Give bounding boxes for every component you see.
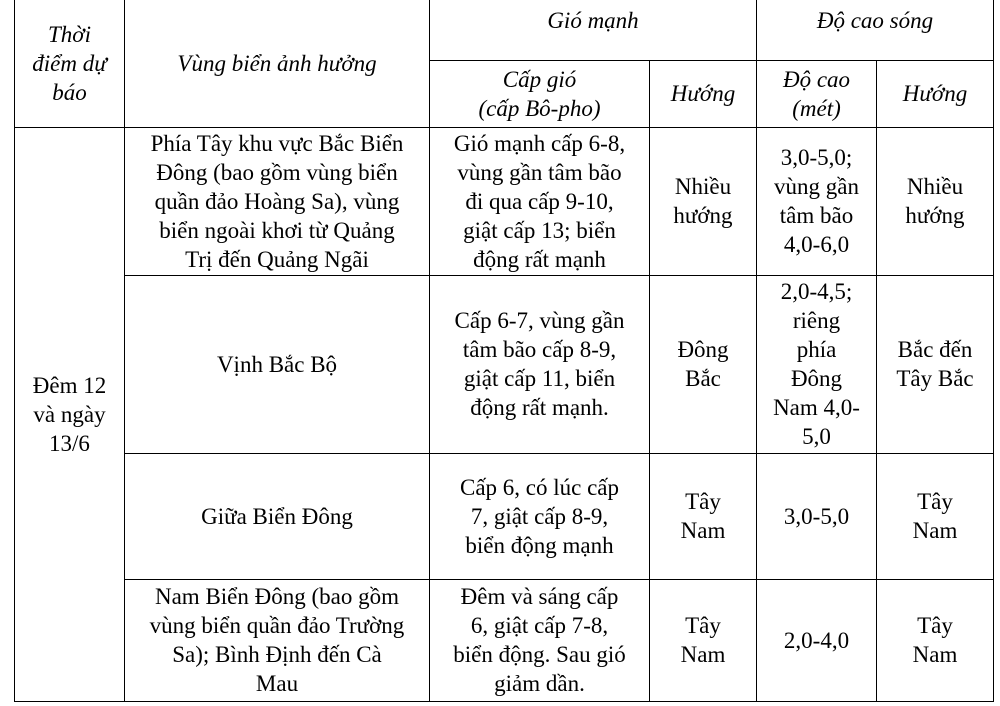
wind-level-cell: Cấp 6-7, vùng gần tâm bão cấp 8-9, giật cấp 11, biển động rất mạnh. [430, 275, 650, 453]
header-row-1 [15, 0, 994, 60]
header-wave-direction: Hướng [877, 60, 994, 127]
wind-direction-cell: Nhiều hướng [650, 127, 757, 275]
region-cell: Vịnh Bắc Bộ [125, 275, 430, 453]
forecast-time: Đêm 12 và ngày 13/6 [15, 127, 125, 701]
wave-direction-cell: Tây Nam [877, 579, 994, 701]
region-cell: Giữa Biển Đông [125, 453, 430, 579]
header-region: Vùng biển ảnh hưởng [125, 0, 430, 127]
header-wind-level: Cấp gió (cấp Bô-pho) [430, 60, 650, 127]
table-row [15, 275, 994, 453]
wind-direction-cell: Đông Bắc [650, 275, 757, 453]
header-strong-wind: Gió mạnh [430, 0, 757, 60]
wave-direction-cell: Tây Nam [877, 453, 994, 579]
header-height-m: Độ cao (mét) [757, 60, 877, 127]
wave-height-cell: 2,0-4,0 [757, 579, 877, 701]
header-wind-direction: Hướng [650, 60, 757, 127]
header-time: Thời điểm dự báo [15, 0, 125, 127]
forecast-table [14, 0, 994, 702]
wind-level-cell: Đêm và sáng cấp 6, giật cấp 7-8, biển động. Sau gió giảm dần. [430, 579, 650, 701]
wave-height-cell: 3,0-5,0; vùng gần tâm bão 4,0-6,0 [757, 127, 877, 275]
wind-level-cell: Cấp 6, có lúc cấp 7, giật cấp 8-9, biển động mạnh [430, 453, 650, 579]
region-cell: Phía Tây khu vực Bắc Biển Đông (bao gồm vùng biển quần đảo Hoàng Sa), vùng biển ngoài khơi từ Quảng Trị đến Quảng Ngãi [125, 127, 430, 275]
wind-level-cell: Gió mạnh cấp 6-8, vùng gần tâm bão đi qua cấp 9-10, giật cấp 13; biển động rất mạnh [430, 127, 650, 275]
wave-direction-cell: Bắc đến Tây Bắc [877, 275, 994, 453]
region-cell: Nam Biển Đông (bao gồm vùng biển quần đảo Trường Sa); Bình Định đến Cà Mau [125, 579, 430, 701]
table-row [15, 579, 994, 701]
wind-direction-cell: Tây Nam [650, 579, 757, 701]
header-wave-height: Độ cao sóng [757, 0, 994, 60]
wave-height-cell: 2,0-4,5; riêng phía Đông Nam 4,0- 5,0 [757, 275, 877, 453]
wave-height-cell: 3,0-5,0 [757, 453, 877, 579]
wave-direction-cell: Nhiều hướng [877, 127, 994, 275]
table-row [15, 127, 994, 275]
table-row [15, 453, 994, 579]
wind-direction-cell: Tây Nam [650, 453, 757, 579]
